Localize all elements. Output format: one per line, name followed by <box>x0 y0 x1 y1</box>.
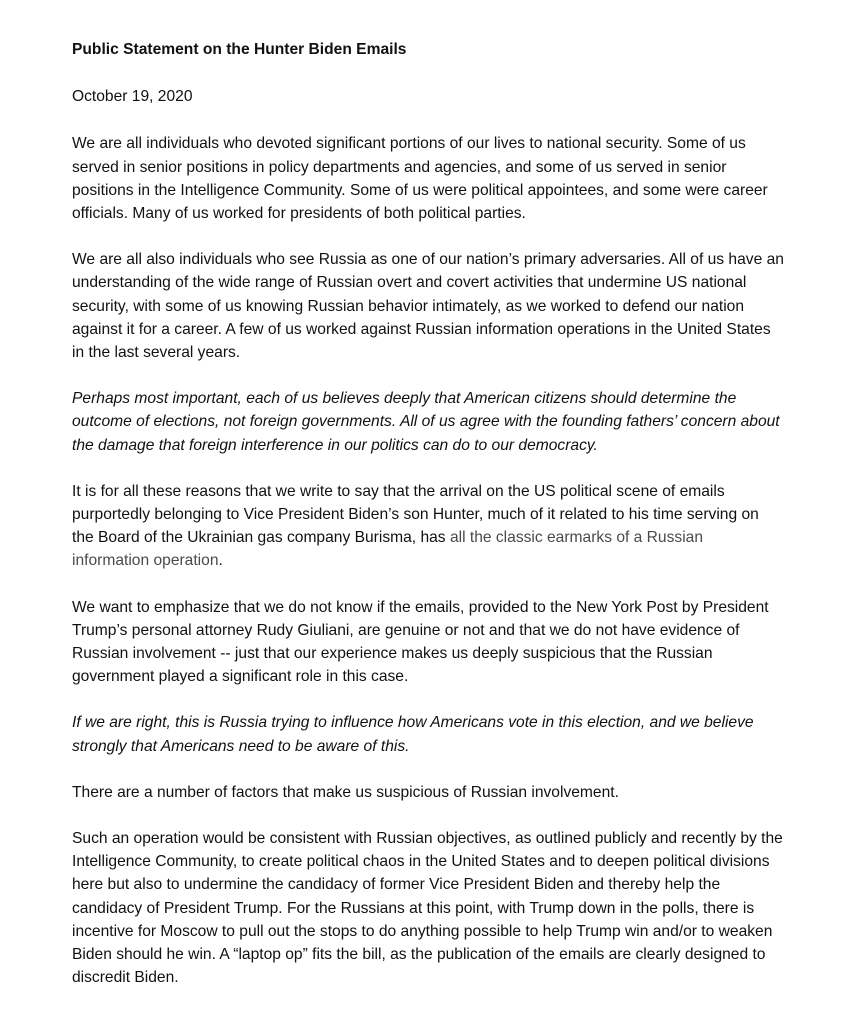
document-date: October 19, 2020 <box>72 88 193 106</box>
document-title: Public Statement on the Hunter Biden Emails <box>72 41 407 58</box>
paragraph-8: Such an operation would be consistent with Russian objectives, as outlined publicly and recently by the Intelligence Community, to create political chaos in the United States and to deepen political divisions here but also to undermine the candidacy of former Vice President Biden and thereby help the candidacy of President Trump. For the Russians at this point, with Trump down in the polls, there is incentive for Moscow to pull out the stops to do anything possible to help Trump win and/or to weaken Biden should he win. A “laptop op” fits the bill, as the publication of the emails are clearly designed to discredit Biden. <box>72 830 783 987</box>
paragraph-5: We want to emphasize that we do not know if the emails, provided to the New York Post by President Trump’s personal attorney Rudy Giuliani, are genuine or not and that we do not have evidence of Russian involvement -- just that our experience makes us deeply suspicious that the Russian government played a significant role in this case. <box>72 598 769 686</box>
paragraph-4-end: . <box>218 552 223 570</box>
paragraph-7: There are a number of factors that make us suspicious of Russian involvement. <box>72 783 619 801</box>
statement-document <box>72 38 784 1013</box>
paragraph-4-text: It is for all these reasons that we write to say that the arrival on the US political scene of emails purportedly belonging to Vice President Biden’s son Hunter, much of it related to his time serving on the Board of the Ukrainian gas company Burisma, has <box>72 482 759 547</box>
paragraph-2: We are all also individuals who see Russia as one of our nation’s primary adversaries. All of us have an understanding of the wide range of Russian overt and covert activities that undermine US national security, with some of us knowing Russian behavior intimately, as we worked to defend our nation against it for a career. A few of us worked against Russian information operations in the United States in the last several years. <box>72 251 784 362</box>
paragraph-4-highlight: all the classic earmarks of a Russian information operation <box>72 529 704 570</box>
paragraph-4 <box>72 480 784 573</box>
paragraph-3-italic: Perhaps most important, each of us believes deeply that American citizens should determine the outcome of elections, not foreign governments. All of us agree with the founding fathers’ concern about the damage that foreign interference in our politics can do to our democracy. <box>72 390 780 454</box>
paragraph-1: We are all individuals who devoted significant portions of our lives to national security. Some of us served in senior positions in policy departments and agencies, and some of us served in senior positions in the Intelligence Community. Some of us were political appointees, and some were career officials. Many of us worked for presidents of both political parties. <box>72 135 768 223</box>
paragraph-6-italic: If we are right, this is Russia trying to influence how Americans vote in this election, and we believe strongly that Americans need to be aware of this. <box>72 714 754 755</box>
